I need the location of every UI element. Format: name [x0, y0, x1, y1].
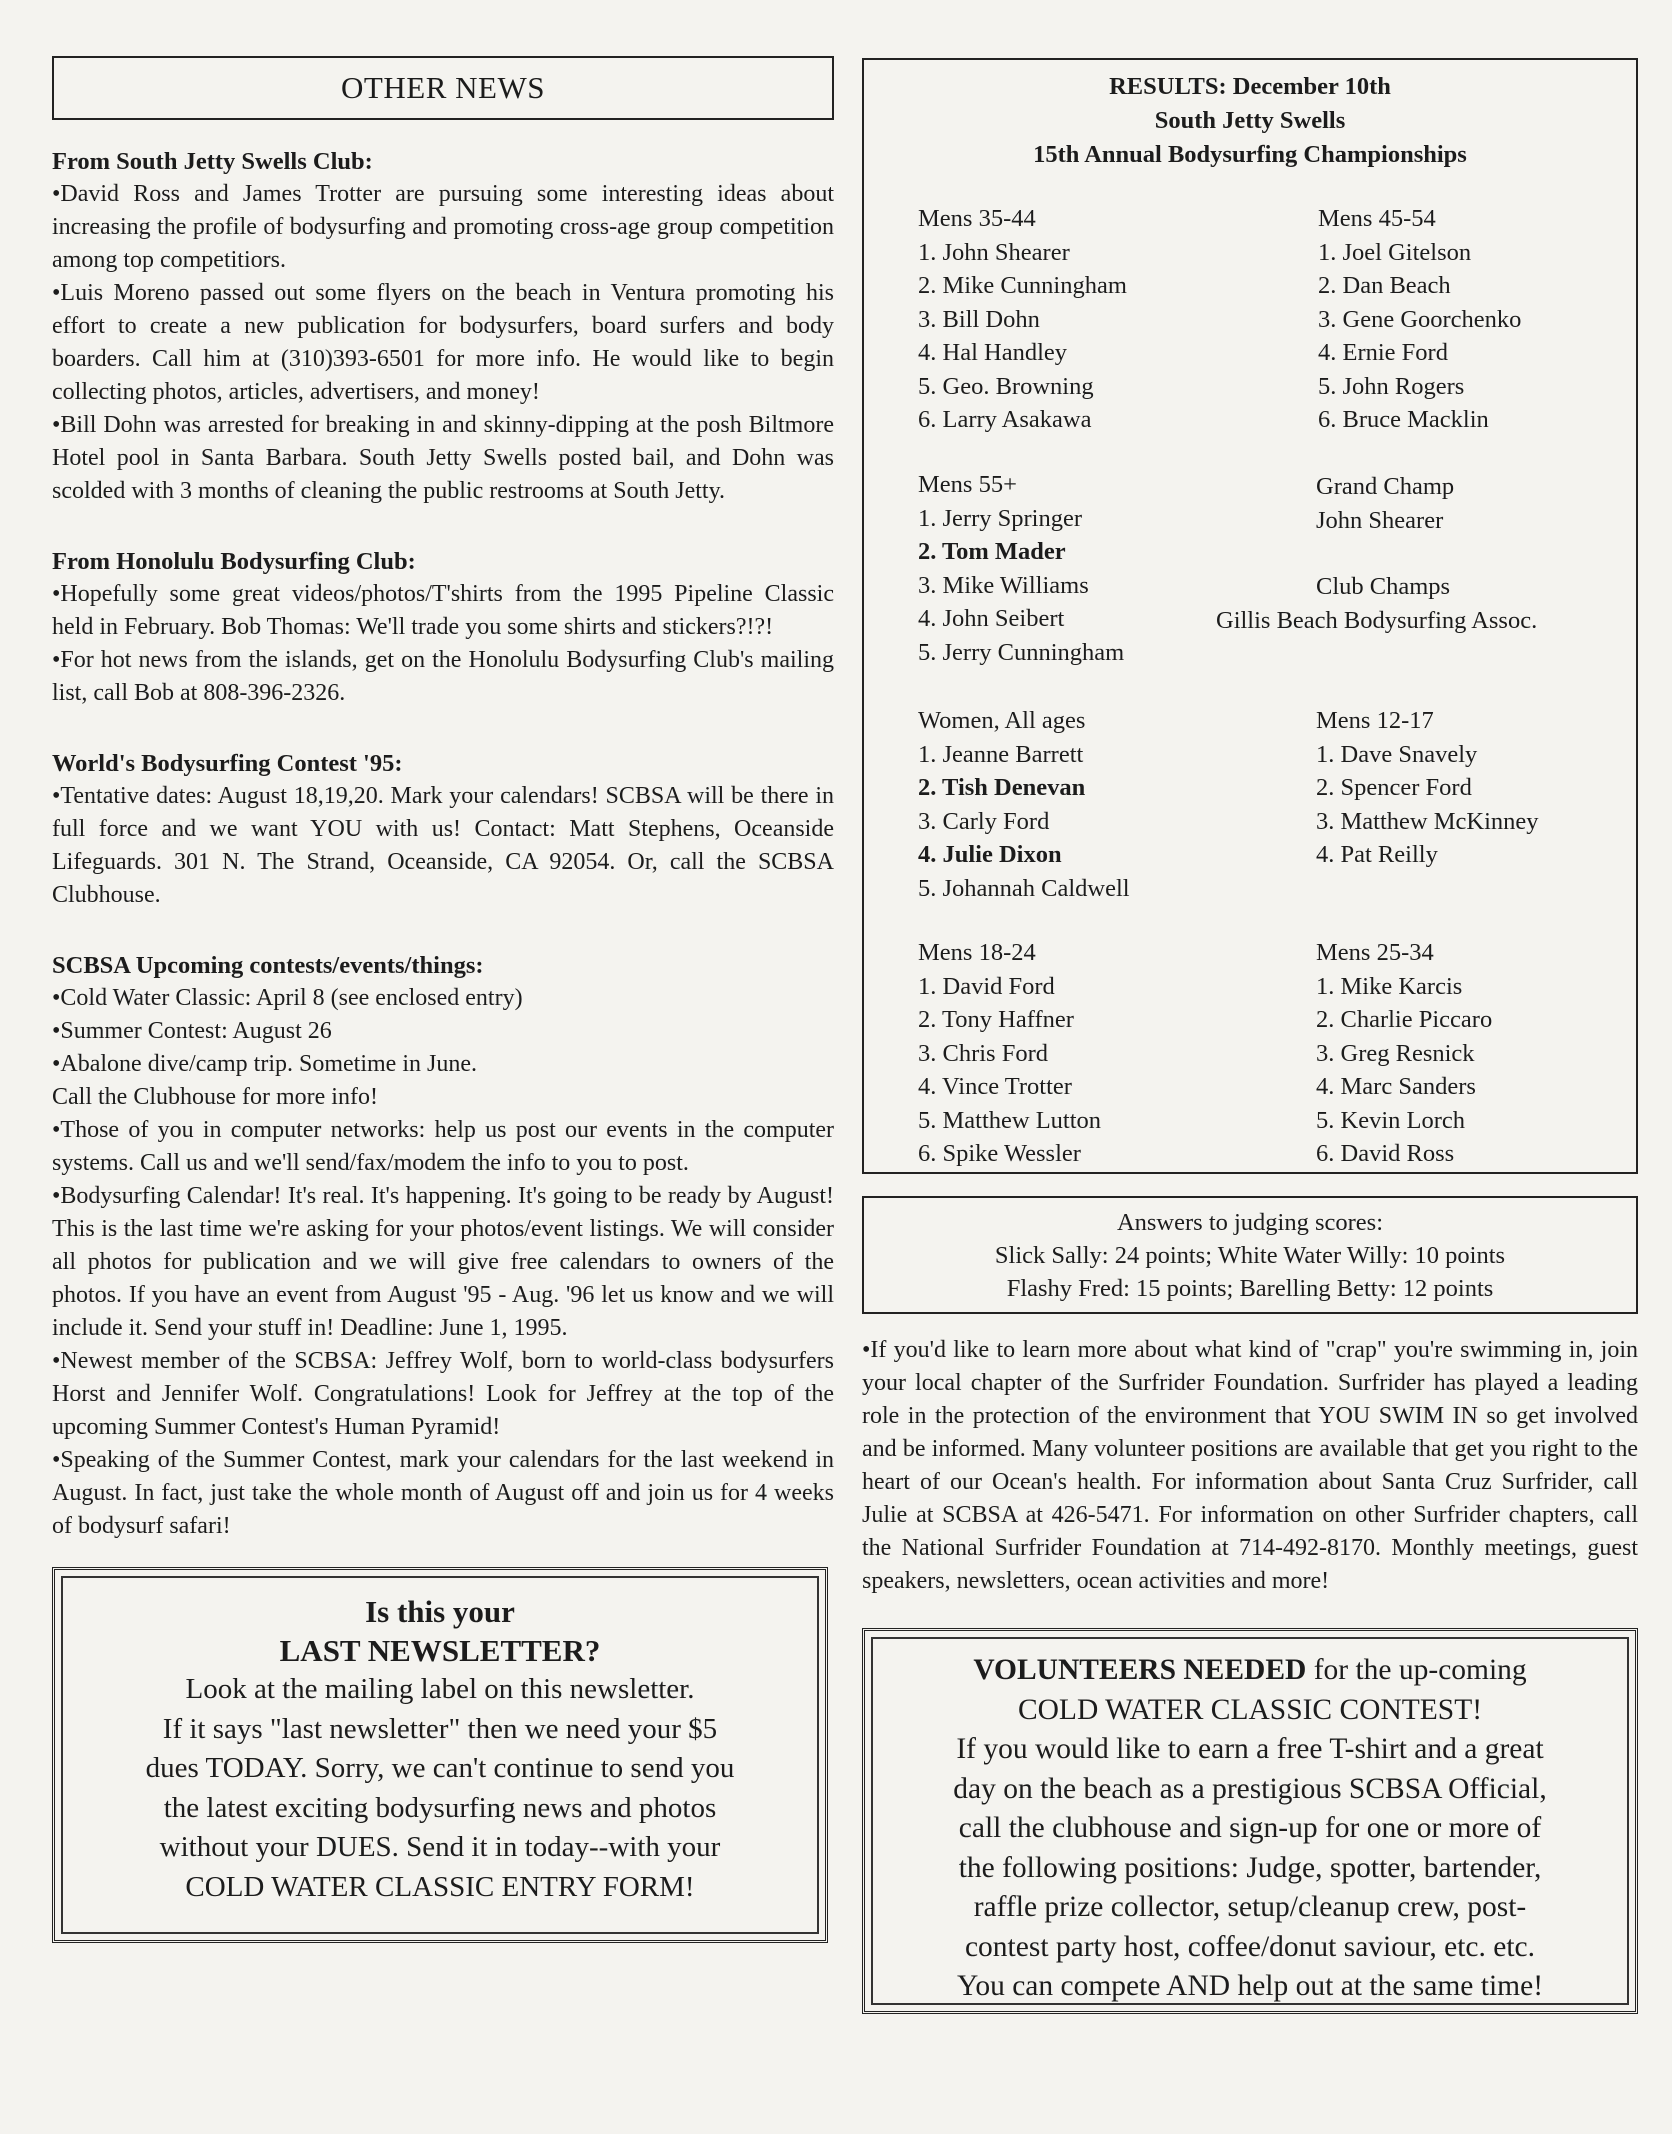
last-newsletter-line: the latest exciting bodysurfing news and photos: [163, 1791, 717, 1824]
division-name: Women, All ages: [918, 707, 1086, 734]
result-entry: 5. Jerry Cunningham: [918, 638, 1125, 666]
result-entry: 1. Joel Gitelson: [1318, 238, 1472, 266]
division-mens-18-24: [918, 936, 1101, 1171]
division-name: Mens 45-54: [1318, 205, 1436, 232]
result-entry: 6. Larry Asakawa: [918, 406, 1092, 433]
result-entry: 2. Dan Beach: [1318, 272, 1451, 299]
result-entry: 1. David Ford: [918, 972, 1055, 1000]
result-entry: 3. Greg Resnick: [1316, 1039, 1475, 1067]
result-entry: 5. Johannah Caldwell: [918, 874, 1130, 902]
result-entry: 2. Mike Cunningham: [918, 272, 1127, 299]
result-entry: 4. Ernie Ford: [1318, 339, 1448, 366]
answers-line-2: Flashy Fred: 15 points; Barelling Betty: 12 points: [1006, 1275, 1494, 1302]
result-entry: 2. Charlie Piccaro: [1316, 1006, 1493, 1033]
news-item: •David Ross and James Trotter are pursuing some interesting ideas about increasing the profile of bodysurfing and promoting cross-age group competition among top competitiors.: [52, 181, 834, 273]
results-box: [862, 58, 1638, 1174]
volunteers-line: If you would like to earn a free T-shirt and a great: [956, 1733, 1544, 1765]
news-section-worlds-contest: [52, 748, 834, 912]
answers-line-1: Slick Sally: 24 points; White Water Willy: 10 points: [994, 1242, 1506, 1269]
division-mens-45-54: [1318, 202, 1521, 437]
result-entry: 3. Carly Ford: [918, 807, 1050, 835]
division-mens-25-34: [1316, 936, 1492, 1171]
news-item: •Tentative dates: August 18,19,20. Mark your calendars! SCBSA will be there in full force and we want YOU with us! Contact: Matt Stephens, Oceanside Lifeguards. 301 N. The Strand, Oceanside, CA 92054. Or, call the SCBSA Clubhouse.: [52, 783, 834, 908]
left-column: [52, 56, 834, 1943]
news-item: •Abalone dive/camp trip. Sometime in June.: [52, 1051, 477, 1077]
last-newsletter-line: COLD WATER CLASSIC ENTRY FORM!: [185, 1870, 695, 1903]
volunteers-line: COLD WATER CLASSIC CONTEST!: [1017, 1693, 1483, 1726]
news-item: •Hopefully some great videos/photos/T'shirts from the 1995 Pipeline Classic held in February. Bob Thomas: We'll trade you some shirts and stickers?!?!: [52, 581, 834, 640]
result-entry: 4. Julie Dixon: [918, 841, 1062, 868]
result-entry: 3. Chris Ford: [918, 1039, 1049, 1067]
news-item: •Bill Dohn was arrested for breaking in and skinny-dipping at the posh Biltmore Hotel pool in Santa Barbara. South Jetty Swells posted bail, and Dohn was scolded with 3 months of cleaning the public restrooms at South Jetty.: [52, 412, 834, 504]
result-entry: John Shearer: [1316, 506, 1444, 534]
division-women-all-ages: [918, 704, 1130, 905]
news-item: •Summer Contest: August 26: [52, 1018, 332, 1044]
volunteers-line: contest party host, coffee/donut saviour, etc. etc.: [964, 1930, 1536, 1963]
division-mens-12-17: [1316, 704, 1539, 872]
division-name: Mens 25-34: [1316, 939, 1434, 966]
answers-title: Answers to judging scores:: [1116, 1209, 1384, 1236]
section-title: SCBSA Upcoming contests/events/things:: [52, 952, 484, 979]
news-item: •Speaking of the Summer Contest, mark your calendars for the last weekend in August. In fact, just take the whole month of August off and join us for 4 weeks of bodysurf safari!: [52, 1447, 834, 1539]
results-title: RESULTS: December 10th: [1109, 73, 1391, 100]
news-section-scbsa-upcoming: [52, 950, 834, 1543]
result-entry: 4. Vince Trotter: [918, 1073, 1072, 1100]
division-mens-35-44: [918, 202, 1127, 437]
volunteers-line: call the clubhouse and sign-up for one or more of: [958, 1812, 1542, 1844]
result-entry: 4. Marc Sanders: [1316, 1073, 1476, 1100]
result-entry: 3. Matthew McKinney: [1316, 807, 1539, 835]
result-entry: 3. Bill Dohn: [918, 305, 1040, 333]
result-entry: 1. Dave Snavely: [1316, 740, 1478, 768]
news-section-south-jetty: [52, 146, 834, 508]
volunteers-heading-rest: for the up-coming: [1306, 1654, 1527, 1686]
division-name: Mens 55+: [918, 471, 1017, 498]
result-entry: 1. Jeanne Barrett: [918, 740, 1084, 768]
volunteers-line: You can compete AND help out at the same time!: [956, 1970, 1544, 2002]
result-entry: 6. Spike Wessler: [918, 1140, 1081, 1167]
results-club: South Jetty Swells: [1154, 107, 1346, 134]
result-entry: 6. Bruce Macklin: [1318, 406, 1489, 433]
volunteers-inner: [871, 1637, 1629, 2005]
volunteers-heading: VOLUNTEERS NEEDED: [973, 1654, 1307, 1686]
division-name: Grand Champ: [1316, 473, 1455, 500]
result-entry: 2. Tony Haffner: [918, 1006, 1074, 1033]
result-entry: 5. John Rogers: [1318, 372, 1465, 400]
last-newsletter-heading-1: Is this your: [365, 1594, 515, 1629]
result-entry: 5. Geo. Browning: [918, 372, 1094, 400]
result-entry: 1. Jerry Springer: [918, 504, 1082, 532]
news-item: •Cold Water Classic: April 8 (see enclosed entry): [52, 985, 523, 1011]
volunteers-line: day on the beach as a prestigious SCBSA Official,: [953, 1772, 1547, 1805]
news-section-honolulu: [52, 546, 834, 710]
result-entry: 4. Hal Handley: [918, 339, 1067, 366]
division-grand-champ: [1316, 470, 1454, 537]
result-entry: 2. Tish Denevan: [918, 774, 1086, 801]
news-item: •Luis Moreno passed out some flyers on the beach in Ventura promoting his effort to create a new publication for bodysurfers, board surfers and body boarders. Call him at (310)393-6501 for more info. He would like to begin collecting photos, articles, advertisers, and money!: [52, 280, 834, 405]
result-entry: 3. Mike Williams: [918, 571, 1089, 599]
result-entry: 5. Matthew Lutton: [918, 1106, 1102, 1134]
division-mens-55-plus: [918, 468, 1124, 669]
results-event: 15th Annual Bodysurfing Championships: [1033, 141, 1467, 168]
division-name: Club Champs: [1316, 573, 1451, 600]
news-item: •Bodysurfing Calendar! It's real. It's happening. It's going to be ready by August! This is the last time we're asking for your photos/event listings. We will consider all photos for publication and we will give free calendars to owners of the photos. If you have an event from August '95 - Aug. '96 let us know and we will include it. Send your stuff in! Deadline: June 1, 1995.: [52, 1183, 834, 1341]
result-entry: 5. Kevin Lorch: [1316, 1106, 1465, 1134]
last-newsletter-line: Look at the mailing label on this newsletter.: [185, 1673, 695, 1705]
section-title: World's Bodysurfing Contest '95:: [52, 750, 403, 777]
club-champs-value: Gillis Beach Bodysurfing Assoc.: [1216, 607, 1538, 634]
surfrider-paragraph: •If you'd like to learn more about what kind of "crap" you're swimming in, join your local chapter of the Surfrider Foundation. Surfrider has played a leading role in the protection of the environment that YOU SWIM IN so get involved and be informed. Many volunteer positions are available that get you right to the heart of our Ocean's health. For information about Santa Cruz Surfrider, call Julie at SCBSA at 426-5471. For information on other Surfrider chapters, call the National Surfrider Foundation at 714-492-8170. Monthly meetings, guest speakers, newsletters, ocean activities and more!: [862, 1337, 1638, 1594]
division-club-champs: [1316, 570, 1450, 604]
result-entry: 4. John Seibert: [918, 605, 1065, 632]
other-news-title: OTHER NEWS: [52, 56, 834, 120]
news-item: Call the Clubhouse for more info!: [52, 1084, 378, 1110]
result-entry: 2. Spencer Ford: [1316, 774, 1472, 801]
result-entry: 2. Tom Mader: [918, 538, 1066, 565]
volunteers-line-1: [873, 1651, 1627, 1691]
last-newsletter-line: without your DUES. Send it in today--with your: [159, 1831, 721, 1863]
section-title: From Honolulu Bodysurfing Club:: [52, 548, 416, 575]
results-header: [864, 60, 1636, 172]
volunteers-box: [862, 1628, 1638, 2014]
volunteers-line: raffle prize collector, setup/cleanup crew, post-: [973, 1891, 1527, 1923]
news-item: •For hot news from the islands, get on the Honolulu Bodysurfing Club's mailing list, call Bob at 808-396-2326.: [52, 647, 834, 706]
result-entry: 6. David Ross: [1316, 1140, 1455, 1167]
last-newsletter-heading-2: LAST NEWSLETTER?: [279, 1633, 601, 1668]
right-column: [862, 58, 1638, 2014]
division-name: Mens 18-24: [918, 939, 1036, 966]
news-item: •Newest member of the SCBSA: Jeffrey Wolf, born to world-class bodysurfers Horst and Jennifer Wolf. Congratulations! Look for Jeffrey at the top of the upcoming Summer Contest's Human Pyramid!: [52, 1348, 834, 1440]
result-entry: 3. Gene Goorchenko: [1318, 305, 1522, 333]
result-entry: 4. Pat Reilly: [1316, 841, 1438, 868]
last-newsletter-box: [52, 1567, 828, 1943]
last-newsletter-inner: [61, 1576, 819, 1934]
division-name: Mens 35-44: [918, 205, 1036, 232]
result-entry: 1. John Shearer: [918, 238, 1070, 266]
last-newsletter-line: If it says "last newsletter" then we need your $5: [162, 1712, 718, 1745]
news-item: •Those of you in computer networks: help us post our events in the computer systems. Call us and we'll send/fax/modem the info to you to post.: [52, 1117, 834, 1176]
volunteers-line: the following positions: Judge, spotter, bartender,: [958, 1851, 1542, 1884]
last-newsletter-line: dues TODAY. Sorry, we can't continue to send you: [145, 1752, 735, 1784]
division-name: Mens 12-17: [1316, 707, 1434, 734]
answers-box: [862, 1196, 1638, 1314]
result-entry: 1. Mike Karcis: [1316, 972, 1463, 1000]
section-title: From South Jetty Swells Club:: [52, 148, 373, 175]
